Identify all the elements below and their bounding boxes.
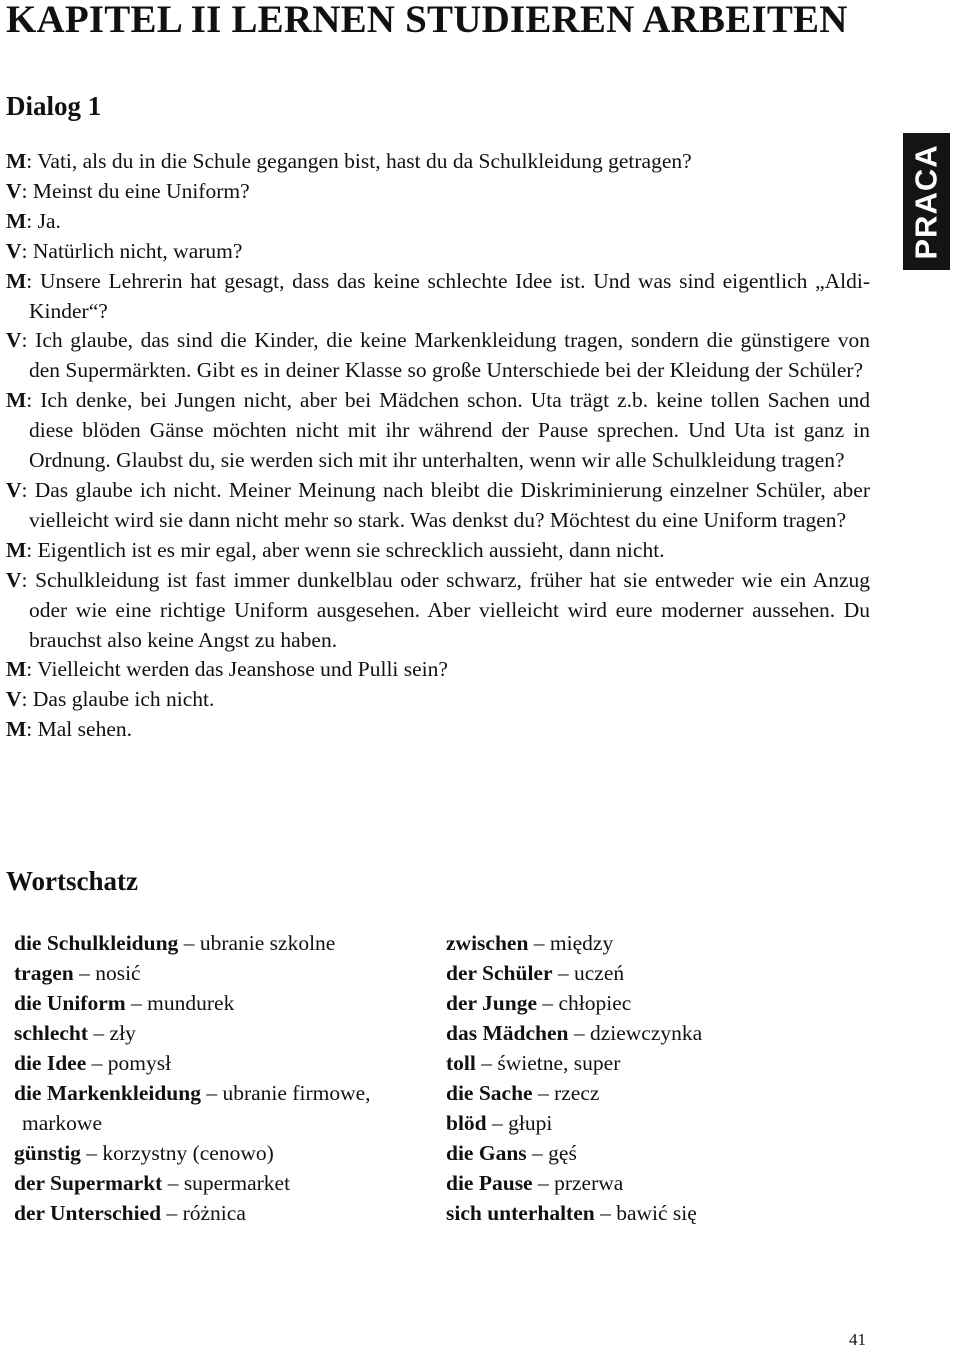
vocab-entry (14, 1018, 434, 1048)
vocab-entry (14, 1168, 434, 1198)
dialog-turn (6, 536, 870, 566)
vocab-meaning: – ubranie szkolne (178, 931, 336, 955)
turn-text: : Eigentlich ist es mir egal, aber wenn sie schrecklich aussieht, dann nicht. (26, 537, 665, 562)
dialog-heading: Dialog 1 (6, 91, 102, 121)
vocab-term: die Gans (446, 1141, 527, 1165)
vocab-entry (14, 1078, 434, 1108)
turn-text: : Das glaube ich nicht. (21, 687, 215, 712)
vocab-entry (14, 1198, 434, 1228)
speaker-label: V (6, 687, 22, 712)
vocab-entry-continuation (14, 1108, 434, 1138)
chapter-title: KAPITEL II LERNEN STUDIEREN ARBEITEN (6, 0, 848, 41)
dialog-turn (6, 207, 870, 237)
speaker-label: V (6, 328, 22, 353)
vocab-term: der Supermarkt (14, 1171, 163, 1195)
vocab-term: die Schulkleidung (14, 931, 179, 955)
vocab-term: tragen (14, 961, 74, 985)
speaker-label: M (6, 537, 27, 562)
vocab-meaning: markowe (22, 1111, 102, 1135)
vocab-meaning: – świetne, super (475, 1051, 621, 1075)
dialog-turn (6, 476, 870, 536)
vocab-term: der Unterschied (14, 1201, 162, 1225)
dialog-turn (6, 326, 870, 386)
turn-text: : Unsere Lehrerin hat gesagt, dass das keine schlechte Idee ist. Und was sind eigentlich „Aldi-Kinder“? (26, 268, 870, 323)
section-side-tab (903, 133, 950, 270)
vocabulary-list-left (14, 928, 434, 1228)
vocab-meaning: – bawić się (594, 1201, 697, 1225)
vocab-meaning: – rzecz (532, 1081, 600, 1105)
turn-text: : Meinst du eine Uniform? (21, 178, 250, 203)
turn-text: : Das glaube ich nicht. Meiner Meinung nach bleibt die Diskriminierung einzelner Schüler, aber vielleicht wird sie dann nicht mehr so stark. Was denkst du? Möchtest du eine Uniform tragen? (21, 477, 870, 532)
speaker-label: M (6, 657, 27, 682)
vocab-meaning: – różnica (161, 1201, 246, 1225)
vocab-term: sich unterhalten (446, 1201, 595, 1225)
vocab-entry (446, 1168, 846, 1198)
vocab-term: schlecht (14, 1021, 89, 1045)
vocab-term: günstig (14, 1141, 81, 1165)
speaker-label: V (6, 477, 22, 502)
vocab-term: toll (446, 1051, 476, 1075)
turn-text: : Schulkleidung ist fast immer dunkelblau oder schwarz, früher hat sie entweder wie ein Anzug oder wie eine richtige Uniform ausgesehen. Aber vielleicht wird eure moderner aussehen. Du brauchst also keine Angst zu haben. (21, 567, 870, 652)
vocabulary-heading: Wortschatz (6, 866, 138, 896)
vocab-meaning: – gęś (526, 1141, 577, 1165)
dialog-turn (6, 566, 870, 656)
vocab-meaning: – dziewczynka (568, 1021, 703, 1045)
page-number: 41 (849, 1330, 866, 1349)
vocab-entry (14, 988, 434, 1018)
speaker-label: M (6, 268, 27, 293)
vocab-entry (14, 1048, 434, 1078)
vocab-entry (446, 1108, 846, 1138)
vocab-meaning: – korzystny (cenowo) (80, 1141, 274, 1165)
side-tab-label: PRACA (908, 143, 944, 260)
vocab-term: die Pause (446, 1171, 533, 1195)
vocab-entry (446, 1198, 846, 1228)
vocab-term: die Idee (14, 1051, 87, 1075)
vocab-meaning: – zły (88, 1021, 136, 1045)
vocab-term: die Uniform (14, 991, 126, 1015)
dialog-turn (6, 715, 870, 745)
vocab-meaning: – mundurek (125, 991, 235, 1015)
dialog-turn (6, 685, 870, 715)
speaker-label: V (6, 567, 22, 592)
vocab-entry (446, 1048, 846, 1078)
speaker-label: M (6, 149, 27, 173)
turn-text: : Vati, als du in die Schule gegangen bist, hast du da Schulkleidung getragen? (26, 149, 692, 173)
vocab-term: blöd (446, 1111, 487, 1135)
vocab-entry (446, 988, 846, 1018)
vocab-meaning: – nosić (73, 961, 141, 985)
speaker-label: M (6, 208, 27, 233)
turn-text: : Ich denke, bei Jungen nicht, aber bei Mädchen schon. Uta trägt z.b. keine tollen Sachen und diese blöden Gänse möchten nicht mit ihr während der Pause sprechen. Und Uta ist ganz in Ordnung. Glaubst du, sie werden sich mit ihr unterhalten, wenn wir alle Schulkleidung tragen? (26, 388, 870, 473)
vocab-term: das Mädchen (446, 1021, 569, 1045)
vocab-meaning: – supermarket (162, 1171, 291, 1195)
vocab-entry (446, 928, 846, 958)
dialog-turn (6, 177, 870, 207)
vocab-term: zwischen (446, 931, 529, 955)
speaker-label: V (6, 238, 22, 263)
vocabulary-list-right (446, 928, 846, 1228)
vocab-entry (446, 958, 846, 988)
vocab-entry (14, 958, 434, 988)
dialog-turn (6, 655, 870, 685)
dialog-body (6, 147, 870, 745)
vocab-meaning: – głupi (486, 1111, 553, 1135)
vocab-term: der Schüler (446, 961, 553, 985)
dialog-turn (6, 147, 870, 177)
vocab-entry (446, 1138, 846, 1168)
vocab-term: die Markenkleidung (14, 1081, 201, 1105)
vocab-meaning: – chłopiec (537, 991, 632, 1015)
turn-text: : Mal sehen. (26, 717, 132, 742)
vocab-term: der Junge (446, 991, 537, 1015)
turn-text: : Ich glaube, das sind die Kinder, die keine Markenkleidung tragen, sondern die günstigere von den Supermärkten. Gibt es in deiner Klasse so große Unterschiede bei der Kleidung der Schüler? (21, 328, 870, 383)
vocab-entry (446, 1018, 846, 1048)
turn-text: : Ja. (26, 208, 61, 233)
dialog-turn (6, 237, 870, 267)
vocab-meaning: – przerwa (532, 1171, 624, 1195)
turn-text: : Vielleicht werden das Jeanshose und Pulli sein? (26, 657, 448, 682)
speaker-label: M (6, 717, 27, 742)
vocab-entry (14, 928, 434, 958)
vocab-term: die Sache (446, 1081, 533, 1105)
vocab-meaning: – między (528, 931, 614, 955)
vocab-meaning: – pomysł (86, 1051, 172, 1075)
vocab-meaning: – uczeń (552, 961, 625, 985)
vocab-meaning: – ubranie firmowe, (200, 1081, 371, 1105)
speaker-label: M (6, 388, 27, 413)
vocab-entry (14, 1138, 434, 1168)
speaker-label: V (6, 178, 22, 203)
vocab-entry (446, 1078, 846, 1108)
dialog-turn (6, 386, 870, 476)
dialog-turn (6, 267, 870, 327)
turn-text: : Natürlich nicht, warum? (21, 238, 243, 263)
